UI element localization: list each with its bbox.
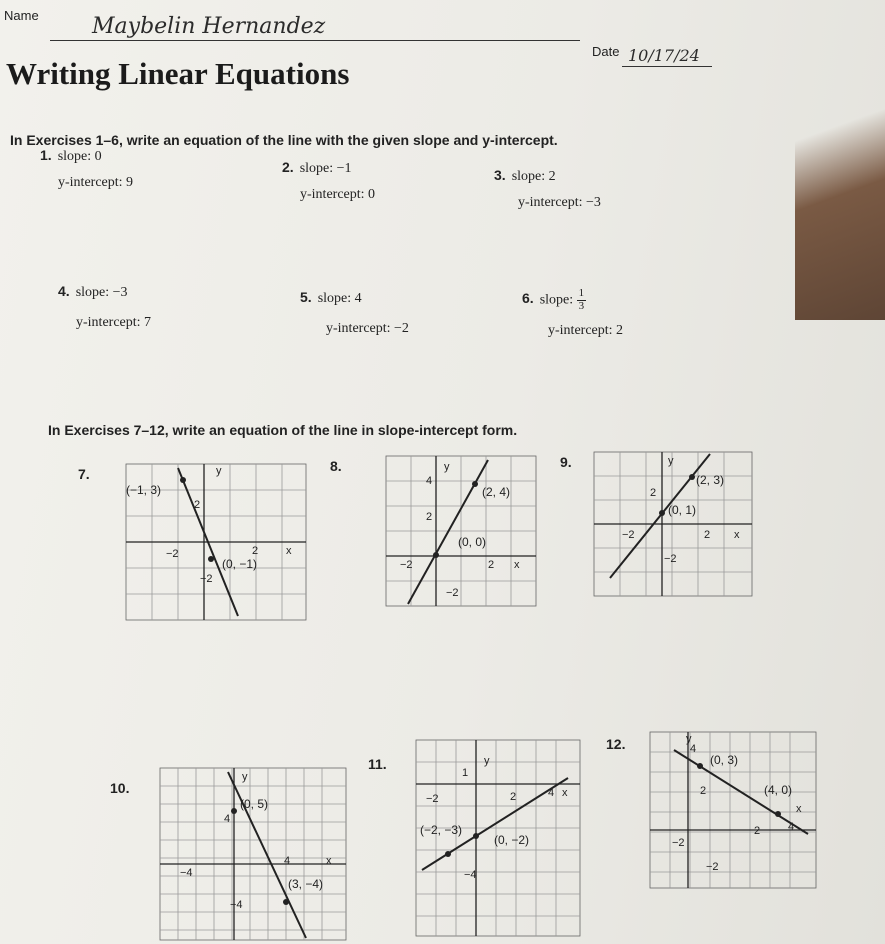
tick-label: −4 <box>180 867 193 879</box>
axis-label-x: x <box>734 529 740 541</box>
tick-label: −4 <box>230 899 243 911</box>
point-dot <box>775 811 781 817</box>
axis-label-y: y <box>668 455 674 467</box>
grid <box>160 768 346 940</box>
point-dot <box>433 552 439 558</box>
graph-10 <box>158 766 348 942</box>
point-label: (0, 3) <box>710 753 739 767</box>
axis-label-x: x <box>326 855 332 867</box>
point-label: (0, 1) <box>668 503 697 517</box>
point-label: (2, 4) <box>482 485 511 499</box>
tick-label: 2 <box>488 559 495 571</box>
point-label: (2, 3) <box>696 473 725 487</box>
grid <box>386 456 536 606</box>
exercise-number: 3. <box>494 167 506 183</box>
name-label: Name <box>4 8 39 23</box>
tick-label: 2 <box>252 545 259 557</box>
name-value: Maybelin Hernandez <box>92 14 326 39</box>
point-dot <box>689 474 695 480</box>
point-label: (0, −2) <box>494 833 530 847</box>
graph-number: 8. <box>330 458 342 474</box>
exercise-1 <box>40 148 133 202</box>
exercise-3 <box>494 168 601 222</box>
exercise-intercept: y-intercept: 9 <box>58 175 134 190</box>
graph-7 <box>124 462 310 624</box>
section2-instruction: In Exercises 7–12, write an equation of the line in slope-intercept form. <box>48 422 518 438</box>
axis-label-x: x <box>562 787 568 799</box>
worksheet-title: Writing Linear Equations <box>6 56 350 91</box>
tick-label: 4 <box>224 813 231 825</box>
point-label: (0, −1) <box>222 557 258 571</box>
tick-label: 4 <box>788 821 795 833</box>
point-dot <box>231 808 237 814</box>
graph-number: 12. <box>606 736 626 752</box>
exercise-intercept: y-intercept: 2 <box>548 323 624 339</box>
axis-label-y: y <box>444 461 450 473</box>
point-dot <box>659 510 665 516</box>
tick-label: −2 <box>706 861 719 873</box>
graph-number: 7. <box>78 466 90 482</box>
date-label: Date <box>592 44 620 59</box>
point-label: (3, −4) <box>288 877 324 891</box>
graph-number: 11. <box>368 756 387 772</box>
tick-label: −2 <box>426 793 439 805</box>
tick-label: −2 <box>200 573 213 585</box>
exercise-slope: slope: 2 <box>511 169 556 184</box>
exercise-slope: slope: 4 <box>317 291 362 306</box>
exercise-intercept: y-intercept: −3 <box>518 195 601 210</box>
table-background <box>795 0 885 320</box>
axis-label-y: y <box>484 755 490 767</box>
tick-label: 4 <box>548 787 555 799</box>
slope-fraction: $\frac{1}{3}$ <box>578 287 585 312</box>
point-dot <box>473 833 479 839</box>
graph-8 <box>384 454 540 610</box>
graph-12 <box>648 730 818 890</box>
graph-number: 10. <box>110 780 130 796</box>
tick-label: −2 <box>622 529 635 541</box>
point-dot <box>472 481 478 487</box>
exercise-intercept: y-intercept: −2 <box>326 321 409 336</box>
exercise-number: 2. <box>282 159 294 175</box>
tick-label: 4 <box>690 743 697 755</box>
point-dot <box>180 477 186 483</box>
tick-label: 4 <box>284 855 291 867</box>
tick-label: 2 <box>510 791 517 803</box>
tick-label: −2 <box>446 587 459 599</box>
point-label: (0, 5) <box>240 797 269 811</box>
exercise-number: 5. <box>300 289 312 305</box>
tick-label: −4 <box>464 869 477 881</box>
tick-label: 2 <box>754 825 761 837</box>
date-line <box>622 66 712 67</box>
tick-label: −2 <box>672 837 685 849</box>
tick-label: −2 <box>400 559 413 571</box>
tick-label: −2 <box>664 553 677 565</box>
point-dot <box>283 899 289 905</box>
exercise-5 <box>300 290 409 348</box>
axis-label-x: x <box>514 559 520 571</box>
exercise-number: 4. <box>58 283 70 299</box>
point-dot <box>445 851 451 857</box>
exercise-slope: slope: 0 <box>57 149 102 164</box>
exercise-slope: slope: −3 <box>75 285 128 300</box>
tick-label: 2 <box>426 511 433 523</box>
point-label: (−1, 3) <box>126 483 162 497</box>
axis-label-x: x <box>796 803 802 815</box>
exercise-2 <box>282 160 375 214</box>
tick-label: 2 <box>650 487 657 499</box>
tick-label: 2 <box>704 529 711 541</box>
exercise-number: 6. <box>522 290 534 307</box>
axis-label-y: y <box>686 733 692 745</box>
name-line <box>50 40 580 41</box>
point-dot <box>697 763 703 769</box>
tick-label: 2 <box>194 499 201 511</box>
exercise-4 <box>58 284 151 342</box>
point-dot <box>208 556 214 562</box>
point-label: (−2, −3) <box>420 823 463 837</box>
exercise-intercept: y-intercept: 0 <box>300 187 376 202</box>
exercise-slope: slope: <box>539 292 574 308</box>
section1-instruction: In Exercises 1–6, write an equation of the line with the given slope and y-intercept. <box>10 132 558 148</box>
tick-label: 1 <box>462 767 469 779</box>
graph-number: 9. <box>560 454 572 470</box>
date-value: 10/17/24 <box>628 46 700 65</box>
point-label: (4, 0) <box>764 783 793 797</box>
axis-label-y: y <box>216 465 222 477</box>
exercise-intercept: y-intercept: 7 <box>76 315 152 330</box>
axis-label-y: y <box>242 771 248 783</box>
exercise-slope: slope: −1 <box>299 161 352 176</box>
exercise-number: 1. <box>40 147 52 163</box>
point-label: (0, 0) <box>458 535 487 549</box>
tick-label: −2 <box>166 548 179 560</box>
graph-9 <box>592 450 756 600</box>
tick-label: 4 <box>426 475 433 487</box>
axis-label-x: x <box>286 545 292 557</box>
exercise-6 <box>522 288 623 350</box>
tick-label: 2 <box>700 785 707 797</box>
graph-11 <box>414 738 584 938</box>
